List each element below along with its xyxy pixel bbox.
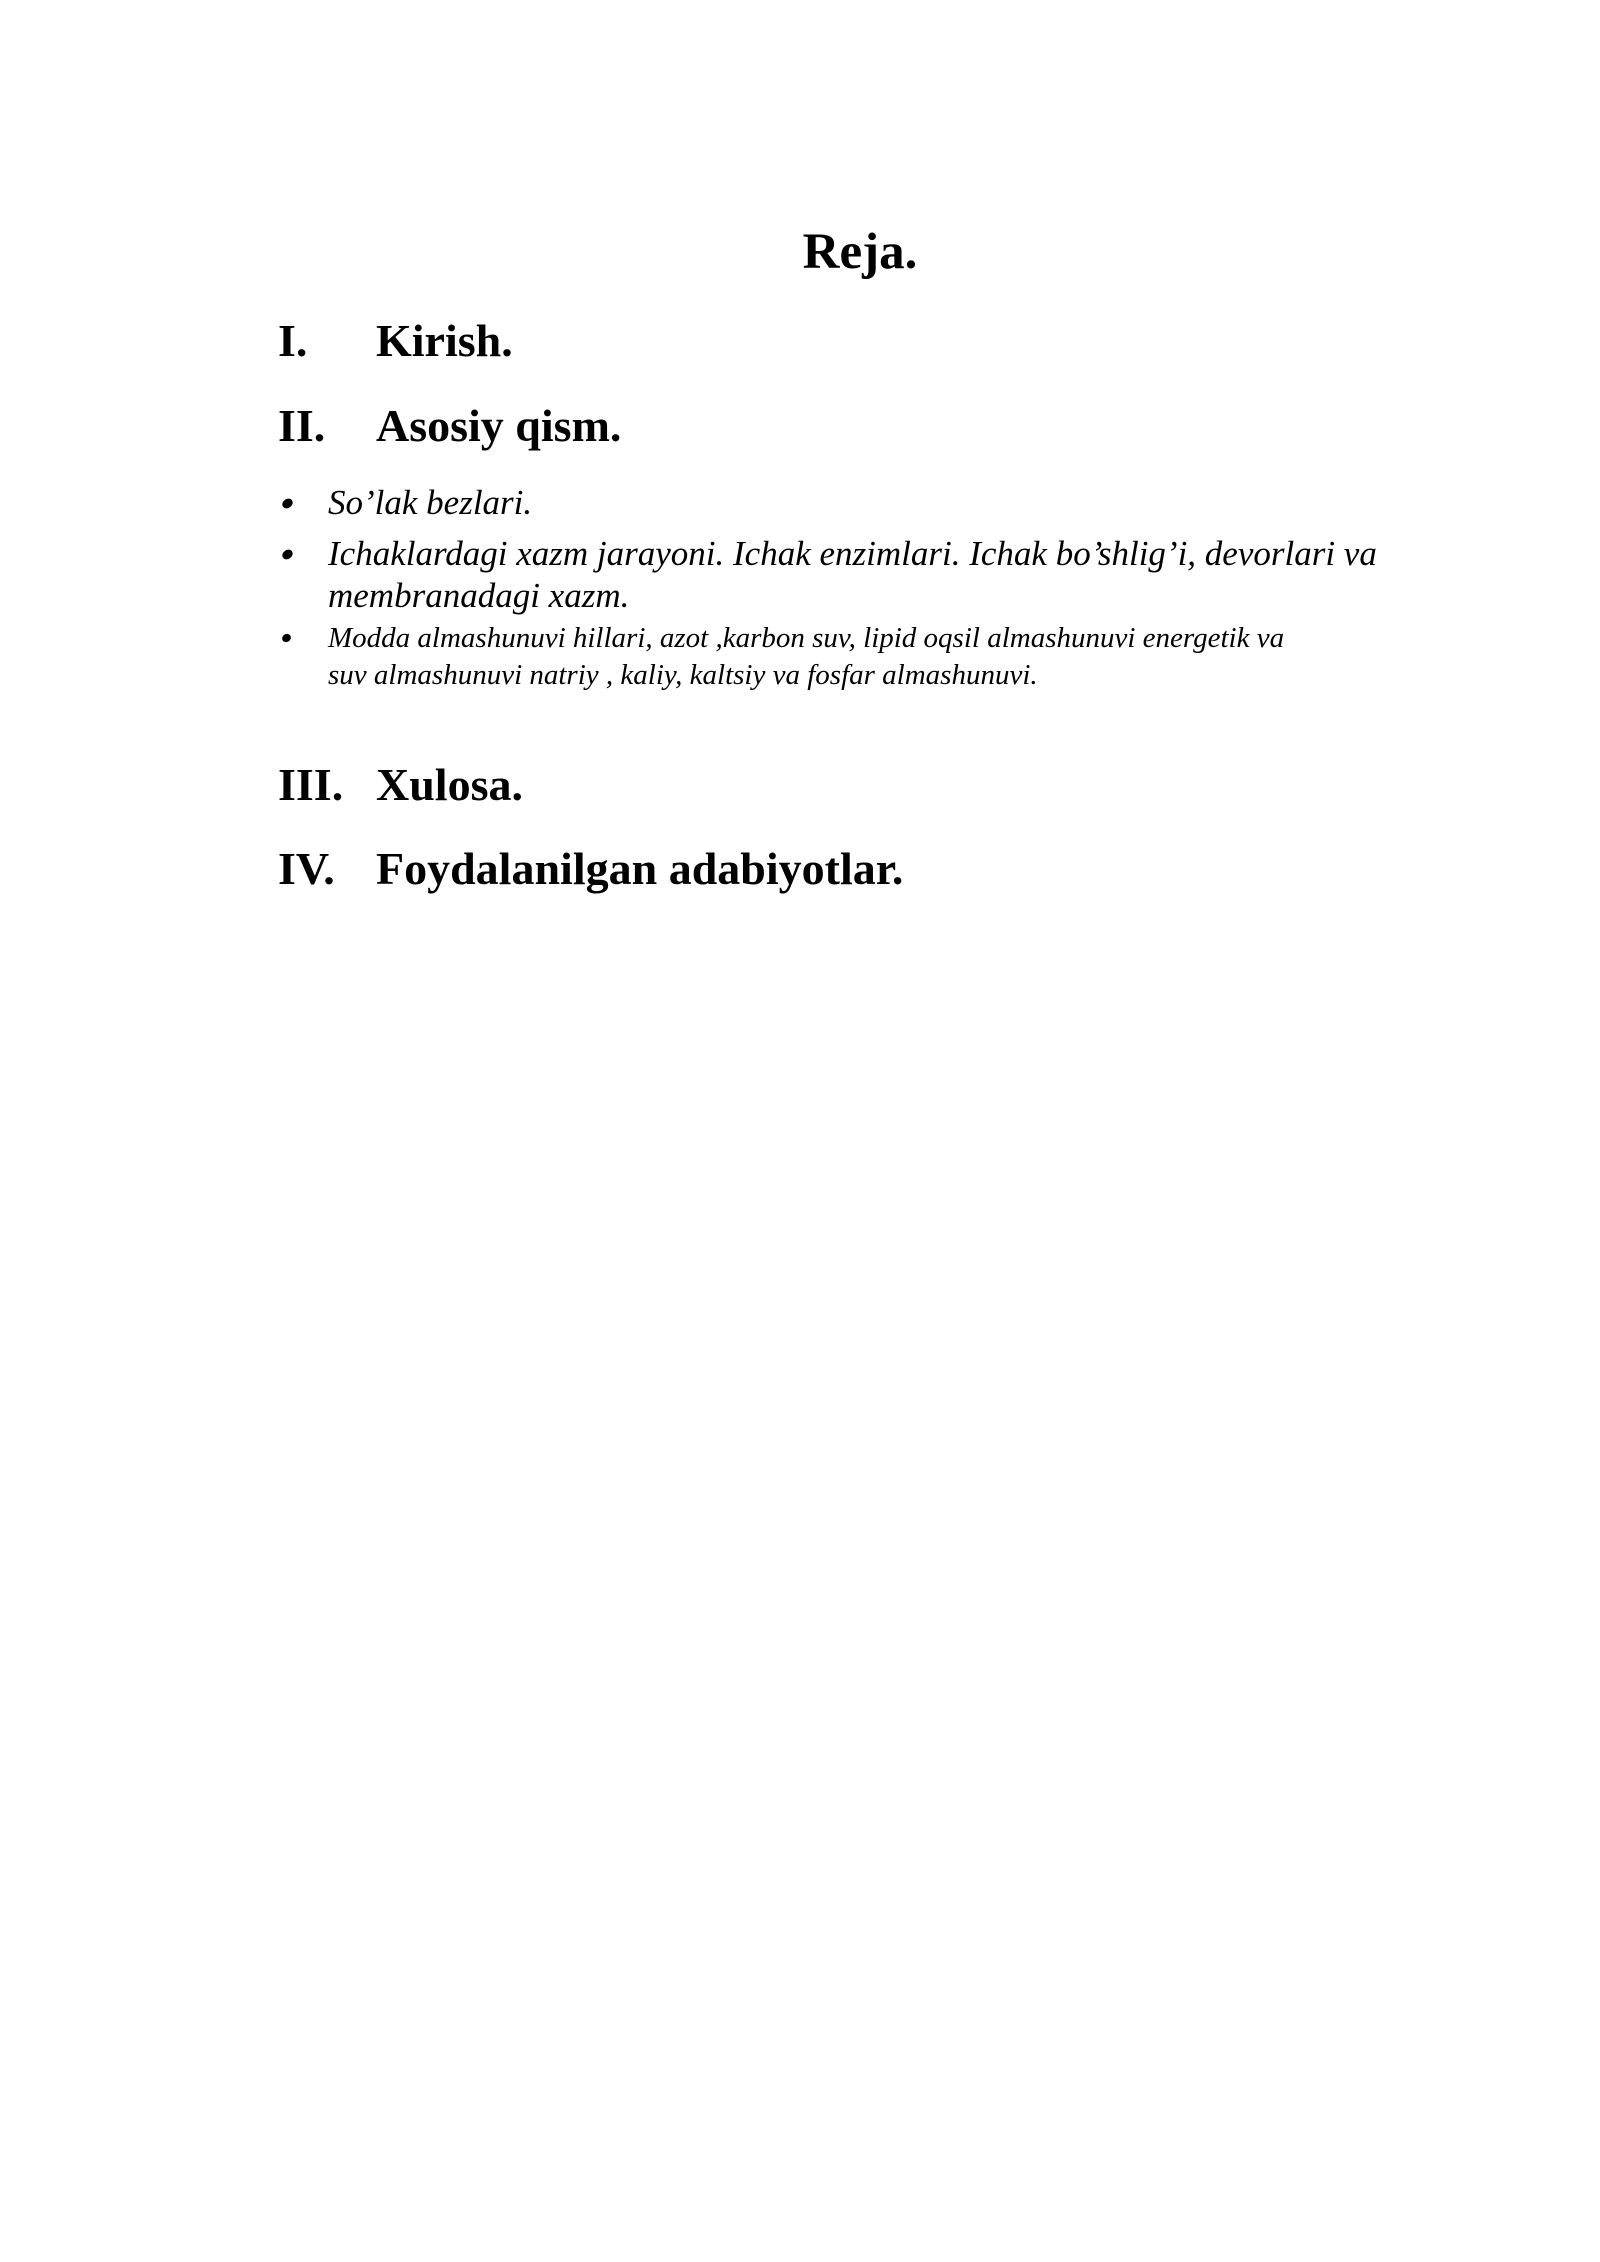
bullet-dot-icon xyxy=(281,632,293,644)
section-label: Foydalanilgan adabiyotlar. xyxy=(376,843,904,894)
section-number: I. xyxy=(278,315,308,366)
section-heading-kirish xyxy=(278,314,513,368)
section-number: III. xyxy=(278,759,344,810)
bullet-dot-icon xyxy=(280,497,294,511)
section-heading-adabiyotlar xyxy=(278,842,903,896)
subitem-text-line2: suv almashunuvi natriy , kaliy, kaltsiy va fosfar almashunuvi. xyxy=(328,659,1038,691)
section-number: II. xyxy=(278,400,326,451)
subitem-text-line2: membranadagi xazm. xyxy=(328,576,630,615)
section-heading-asosiy-qism xyxy=(278,399,621,453)
section-heading-xulosa xyxy=(278,758,523,812)
bullet-dot-icon xyxy=(280,548,294,562)
subitem-text: So’lak bezlari. xyxy=(328,483,533,522)
subitem-text-line1: Modda almashunuvi hillari, azot ,karbon suv, lipid oqsil almashunuvi energetik va xyxy=(328,622,1285,654)
section-label: Kirish. xyxy=(376,315,513,366)
section-number: IV. xyxy=(278,843,335,894)
section-label: Asosiy qism. xyxy=(376,400,622,451)
subitem-text-line1: Ichaklardagi xazm jarayoni. Ichak enzimlari. Ichak bo’shlig’i, devorlari va xyxy=(328,534,1377,573)
page-title: Reja. xyxy=(802,224,918,280)
section-label: Xulosa. xyxy=(376,759,523,810)
